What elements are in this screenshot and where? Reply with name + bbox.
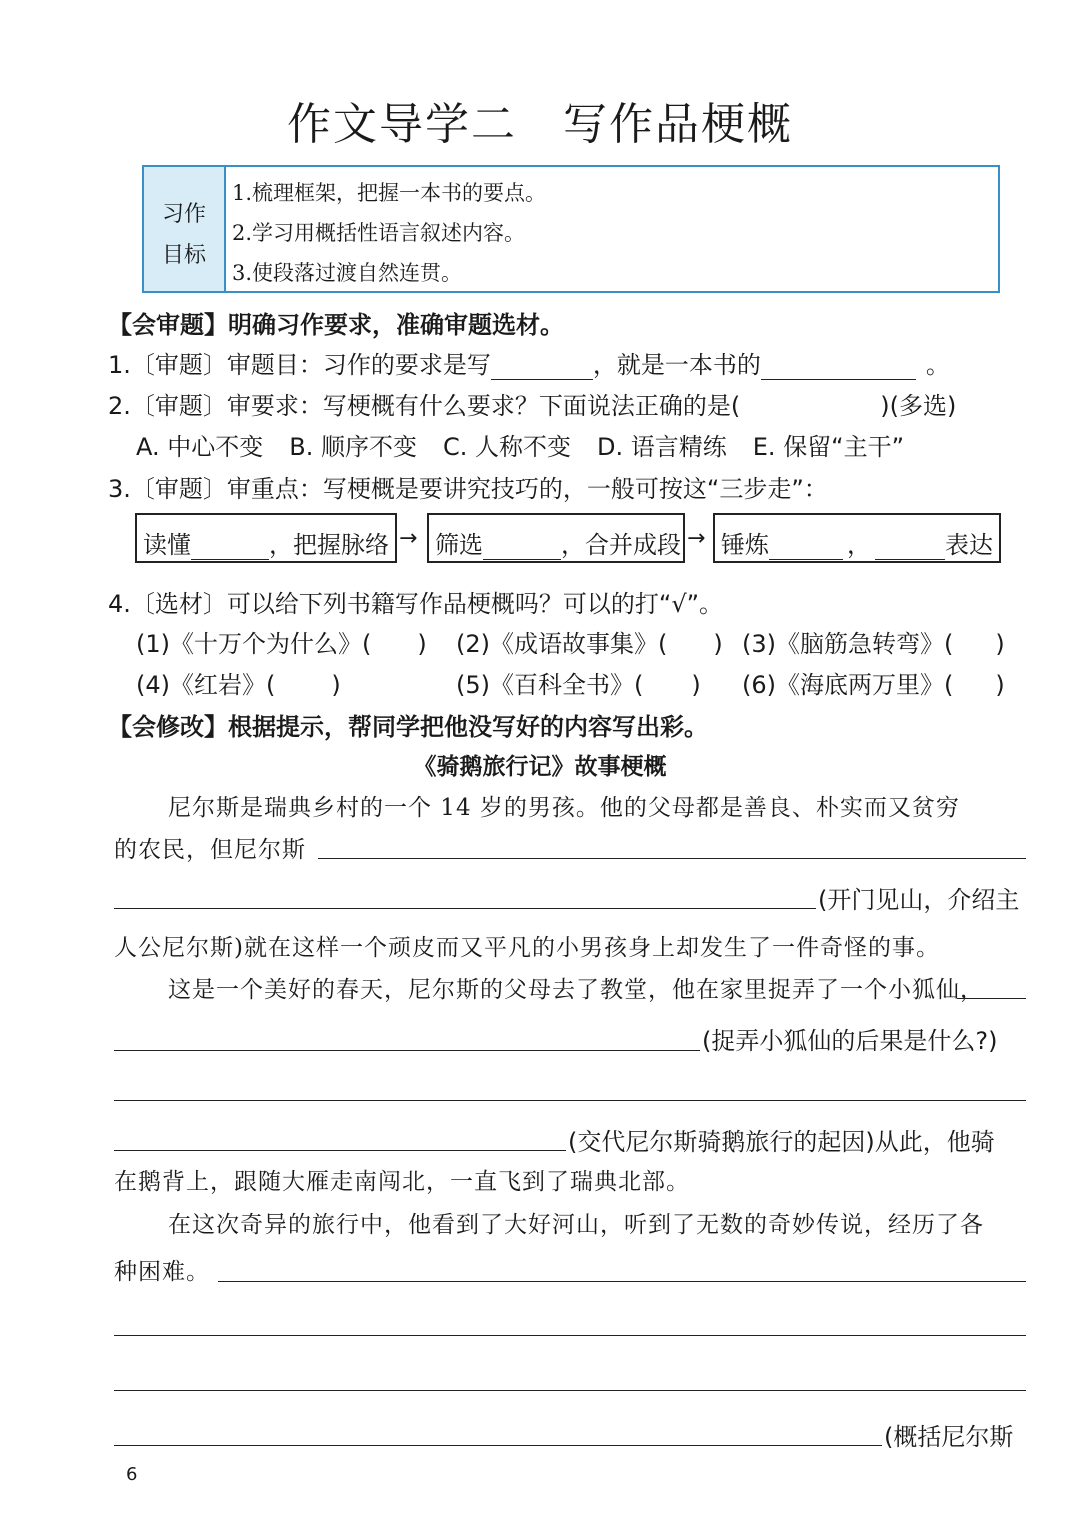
answer-line-10[interactable] [114, 1445, 882, 1446]
answer-line-2[interactable] [114, 908, 816, 909]
q2-option-e: E. 保留“主干” [752, 433, 905, 461]
answer-line-4[interactable] [114, 1050, 700, 1051]
book-4-paren: ) [331, 671, 341, 699]
q2-option-c: C. 人称不变 [443, 433, 572, 461]
book-1-label: (1)《十万个为什么》( [136, 630, 372, 658]
q1-text-b: ，就是一本书的 [592, 351, 761, 379]
question-2 [108, 386, 956, 421]
book-3-label: (3)《脑筋急转弯》( [742, 630, 954, 658]
title-part1: 作文导学二 [287, 99, 517, 150]
answer-line-6[interactable] [114, 1150, 566, 1151]
goal-item-1: 1.梳理框架，把握一本书的要点。 [232, 181, 547, 205]
q1-blank-2[interactable] [761, 357, 916, 380]
section2-text: 根据提示，帮同学把他没写好的内容写出彩。 [228, 713, 708, 741]
q2-text-a: 2.〔审题〕审要求：写梗概有什么要求？下面说法正确的是( [108, 392, 741, 420]
question-3: 3.〔审题〕审重点：写梗概是要讲究技巧的，一般可按这“三步走”： [108, 475, 828, 503]
step2-text-b: ，合并成段 [561, 531, 681, 559]
book-2-paren: ) [713, 630, 723, 658]
step3-text-c: 表达 [945, 531, 993, 559]
book-6-label: (6)《海底两万里》( [742, 671, 954, 699]
q1-text-c: 。 [925, 351, 950, 379]
book-4-label: (4)《红岩》( [136, 671, 276, 699]
goals-label-line2: 目标 [161, 243, 206, 268]
step3-text-a: 锤炼 [721, 531, 769, 559]
step1-blank[interactable] [191, 537, 269, 560]
story-p3-line1: 在这次奇异的旅行中，他看到了大好河山，听到了无数的奇妙传说，经历了各 [168, 1212, 984, 1238]
step2-text-a: 筛选 [435, 531, 483, 559]
step-arrow-1: → [399, 526, 418, 551]
q2-option-d: D. 语言精练 [597, 433, 727, 461]
book-5-paren: ) [691, 671, 701, 699]
book-1-paren: ) [417, 630, 427, 658]
story-p1-line4: 人公尼尔斯)就在这样一个顽皮而又平凡的小男孩身上却发生了一件奇怪的事。 [114, 935, 940, 961]
goal-item-3: 3.使段落过渡自然连贯。 [232, 261, 463, 285]
step3-blank-1[interactable] [769, 537, 843, 560]
answer-line-5[interactable] [114, 1100, 1026, 1101]
book-4 [136, 665, 341, 700]
answer-line-9[interactable] [114, 1390, 1026, 1391]
answer-line-7[interactable] [218, 1281, 1026, 1282]
question-1 [108, 345, 950, 380]
hint-2: (捉弄小狐仙的后果是什么?) [702, 1027, 998, 1055]
section1-text: 明确习作要求，准确审题选材。 [228, 311, 564, 339]
answer-line-1[interactable] [318, 858, 1026, 859]
book-5 [456, 665, 701, 700]
q2-options [136, 427, 904, 462]
answer-line-8[interactable] [114, 1335, 1026, 1336]
step3-text-b: ， [847, 531, 871, 559]
step1-text-a: 读懂 [143, 531, 191, 559]
step-box-3 [713, 513, 1001, 563]
section2-heading [108, 707, 708, 742]
title-part2: 写作品梗概 [563, 99, 793, 150]
hint-4: (概括尼尔斯 [884, 1423, 1014, 1451]
step1-text-b: ，把握脉络 [269, 531, 389, 559]
book-3-paren: ) [995, 630, 1005, 658]
book-3 [742, 624, 1005, 659]
book-1 [136, 624, 427, 659]
step2-blank[interactable] [483, 537, 561, 560]
goal-item-2: 2.学习用概括性语言叙述内容。 [232, 221, 526, 245]
book-2 [456, 624, 723, 659]
story-title: 《骑鹅旅行记》故事梗概 [413, 754, 667, 780]
story-p1-line1: 尼尔斯是瑞典乡村的一个 14 岁的男孩。他的父母都是善良、朴实而又贫穷 [168, 795, 960, 821]
step3-blank-2[interactable] [875, 537, 945, 560]
section1-heading [108, 305, 564, 340]
goals-label-line1: 习作 [161, 202, 206, 227]
step-box-2 [427, 513, 685, 563]
book-5-label: (5)《百科全书》( [456, 671, 644, 699]
story-p3-line2: 种困难。 [114, 1259, 210, 1285]
book-6-paren: ) [995, 671, 1005, 699]
goals-box [142, 165, 1000, 293]
q2-text-b: )(多选) [880, 392, 957, 420]
hint-1: (开门见山，介绍主 [818, 886, 1020, 914]
section2-tag: 【会修改】 [108, 713, 228, 741]
story-p1-line2: 的农民，但尼尔斯 [114, 837, 306, 863]
story-p2-line5: 在鹅背上，跟随大雁走南闯北，一直飞到了瑞典北部。 [114, 1169, 690, 1195]
q1-text-a: 1.〔审题〕审题目：习作的要求是写 [108, 351, 491, 379]
story-p2-line1: 这是一个美好的春天，尼尔斯的父母去了教堂，他在家里捉弄了一个小狐仙， [168, 977, 984, 1003]
book-2-label: (2)《成语故事集》( [456, 630, 668, 658]
step-box-1 [135, 513, 397, 563]
book-6 [742, 665, 1005, 700]
q1-blank-1[interactable] [491, 357, 593, 380]
goals-label [144, 167, 226, 291]
q2-option-b: B. 顺序不变 [289, 433, 417, 461]
page-title [0, 88, 1080, 152]
question-4: 4.〔选材〕可以给下列书籍写作品梗概吗？可以的打“√”。 [108, 590, 724, 618]
q2-option-a: A. 中心不变 [136, 433, 264, 461]
section1-tag: 【会审题】 [108, 311, 228, 339]
page-number: 6 [126, 1464, 138, 1485]
answer-line-3[interactable] [957, 998, 1026, 999]
hint-3: (交代尼尔斯骑鹅旅行的起因)从此，他骑 [568, 1128, 995, 1156]
step-arrow-2: → [687, 526, 706, 551]
